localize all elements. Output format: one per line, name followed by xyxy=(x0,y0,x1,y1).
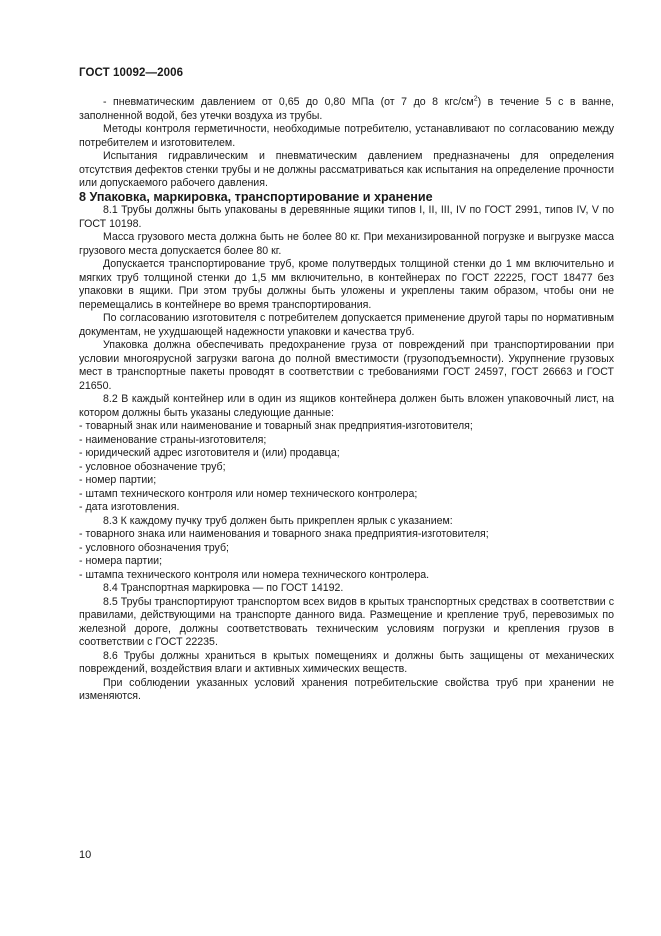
clause-8-1-paragraph: 8.1 Трубы должны быть упакованы в деревянные ящики типов I, II, III, IV по ГОСТ 2991, типов IV, V по ГОСТ 10198. xyxy=(79,204,614,230)
list-item: - условного обозначения труб; xyxy=(79,541,229,554)
list-item: - юридический адрес изготовителя и (или) продавца; xyxy=(79,447,340,459)
list-item: - товарного знака или наименования и товарного знака предприятия-изготовителя; xyxy=(79,528,489,540)
document-code-header: ГОСТ 10092—2006 xyxy=(79,67,184,79)
clause-8-2-paragraph: 8.2 В каждый контейнер или в один из ящиков контейнера должен быть вложен упаковочный лист, на котором должны быть указаны следующие данные: xyxy=(79,393,614,419)
label-items xyxy=(79,528,614,582)
cargo-mass-paragraph: Масса грузового места должна быть не более 80 кг. При механизированной погрузке и выгрузке масса грузового места допускается более 80 кг. xyxy=(79,231,614,257)
intro-pneumatic-paragraph xyxy=(79,96,614,123)
page-number: 10 xyxy=(79,849,92,861)
list-item: - номера партии; xyxy=(79,555,163,567)
pneumatic-text-tail: ) в течение 5 с в ванне, заполненной водой, без утечки воздуха из трубы. xyxy=(79,96,614,122)
clause-8-5-paragraph: 8.5 Трубы транспортируют транспортом всех видов в крытых транспортных средствах в соответствии с правилами, действующими на транспорте данного вида. Размещение и крепление труб, перевозимых по железной дороге, должны соответствовать техническим условиям погрузки и крепления грузов в соответствии с ГОСТ 22235. xyxy=(79,595,614,648)
list-item: - наименование страны-изготовителя; xyxy=(79,433,267,446)
list-item: - товарный знак или наименование и товарный знак предприятия-изготовителя; xyxy=(79,420,473,432)
intro-pressure-tests-paragraph: Испытания гидравлическим и пневматическим давлением предназначены для определения отсутствия дефектов стенки трубы и не должны рассматриваться как испытания на определение прочности или допускаемого рабочего давления. xyxy=(79,150,614,189)
container-transport-paragraph: Допускается транспортирование труб, кроме полутвердых толщиной стенки до 1 мм включительно и мягких труб толщиной стенки до 1,5 мм включительно, в контейнерах по ГОСТ 22225, ГОСТ 18477 без упаковки в ящики. При этом трубы должны быть уложены и укреплены таким образом, чтобы они не перемещались в контейнере во время транспортирования. xyxy=(79,258,614,311)
clause-8-3-paragraph: 8.3 К каждому пучку труб должен быть прикреплен ярлык с указанием: xyxy=(103,514,453,527)
pneumatic-text: - пневматическим давлением от 0,65 до 0,80 МПа (от 7 до 8 кгс/см xyxy=(103,96,474,108)
list-item: - условное обозначение труб; xyxy=(79,460,226,473)
other-packaging-paragraph: По согласованию изготовителя с потребителем допускается применение другой тары по нормативным документам, не ухудшающей надежности упаковки и качества труб. xyxy=(79,312,614,338)
clause-8-4-paragraph: 8.4 Транспортная маркировка — по ГОСТ 14192. xyxy=(103,582,344,594)
list-item: - штамп технического контроля или номер технического контролера; xyxy=(79,487,418,500)
intro-tightness-paragraph: Методы контроля герметичности, необходимые потребителю, устанавливают по согласованию между потребителем и изготовителем. xyxy=(79,123,614,149)
packing-list-items xyxy=(79,420,614,515)
clause-8-6-paragraph: 8.6 Трубы должны храниться в крытых помещениях и должны быть защищены от механических повреждений, воздействия влаги и активных химических веществ. xyxy=(79,649,614,675)
list-item: - номер партии; xyxy=(79,474,157,486)
storage-conditions-paragraph: При соблюдении указанных условий хранения потребительские свойства труб при хранении не изменяются. xyxy=(79,676,614,702)
superscript-2: 2 xyxy=(473,95,478,103)
section-8-title: 8 Упаковка, маркировка, транспортирование и хранение xyxy=(79,189,433,204)
list-item: - дата изготовления. xyxy=(79,501,180,513)
document-body xyxy=(79,96,614,704)
packaging-protection-paragraph: Упаковка должна обеспечивать предохранение груза от повреждений при транспортировании при условии многоярусной загрузки вагона до полной вместимости (грузоподъемности). Укрупнение грузовых мест в транспортные пакеты проводят в соответствии с требованиями ГОСТ 24597, ГОСТ 26663 и ГОСТ 21650. xyxy=(79,339,614,392)
list-item: - штампа технического контроля или номера технического контролера. xyxy=(79,568,430,581)
